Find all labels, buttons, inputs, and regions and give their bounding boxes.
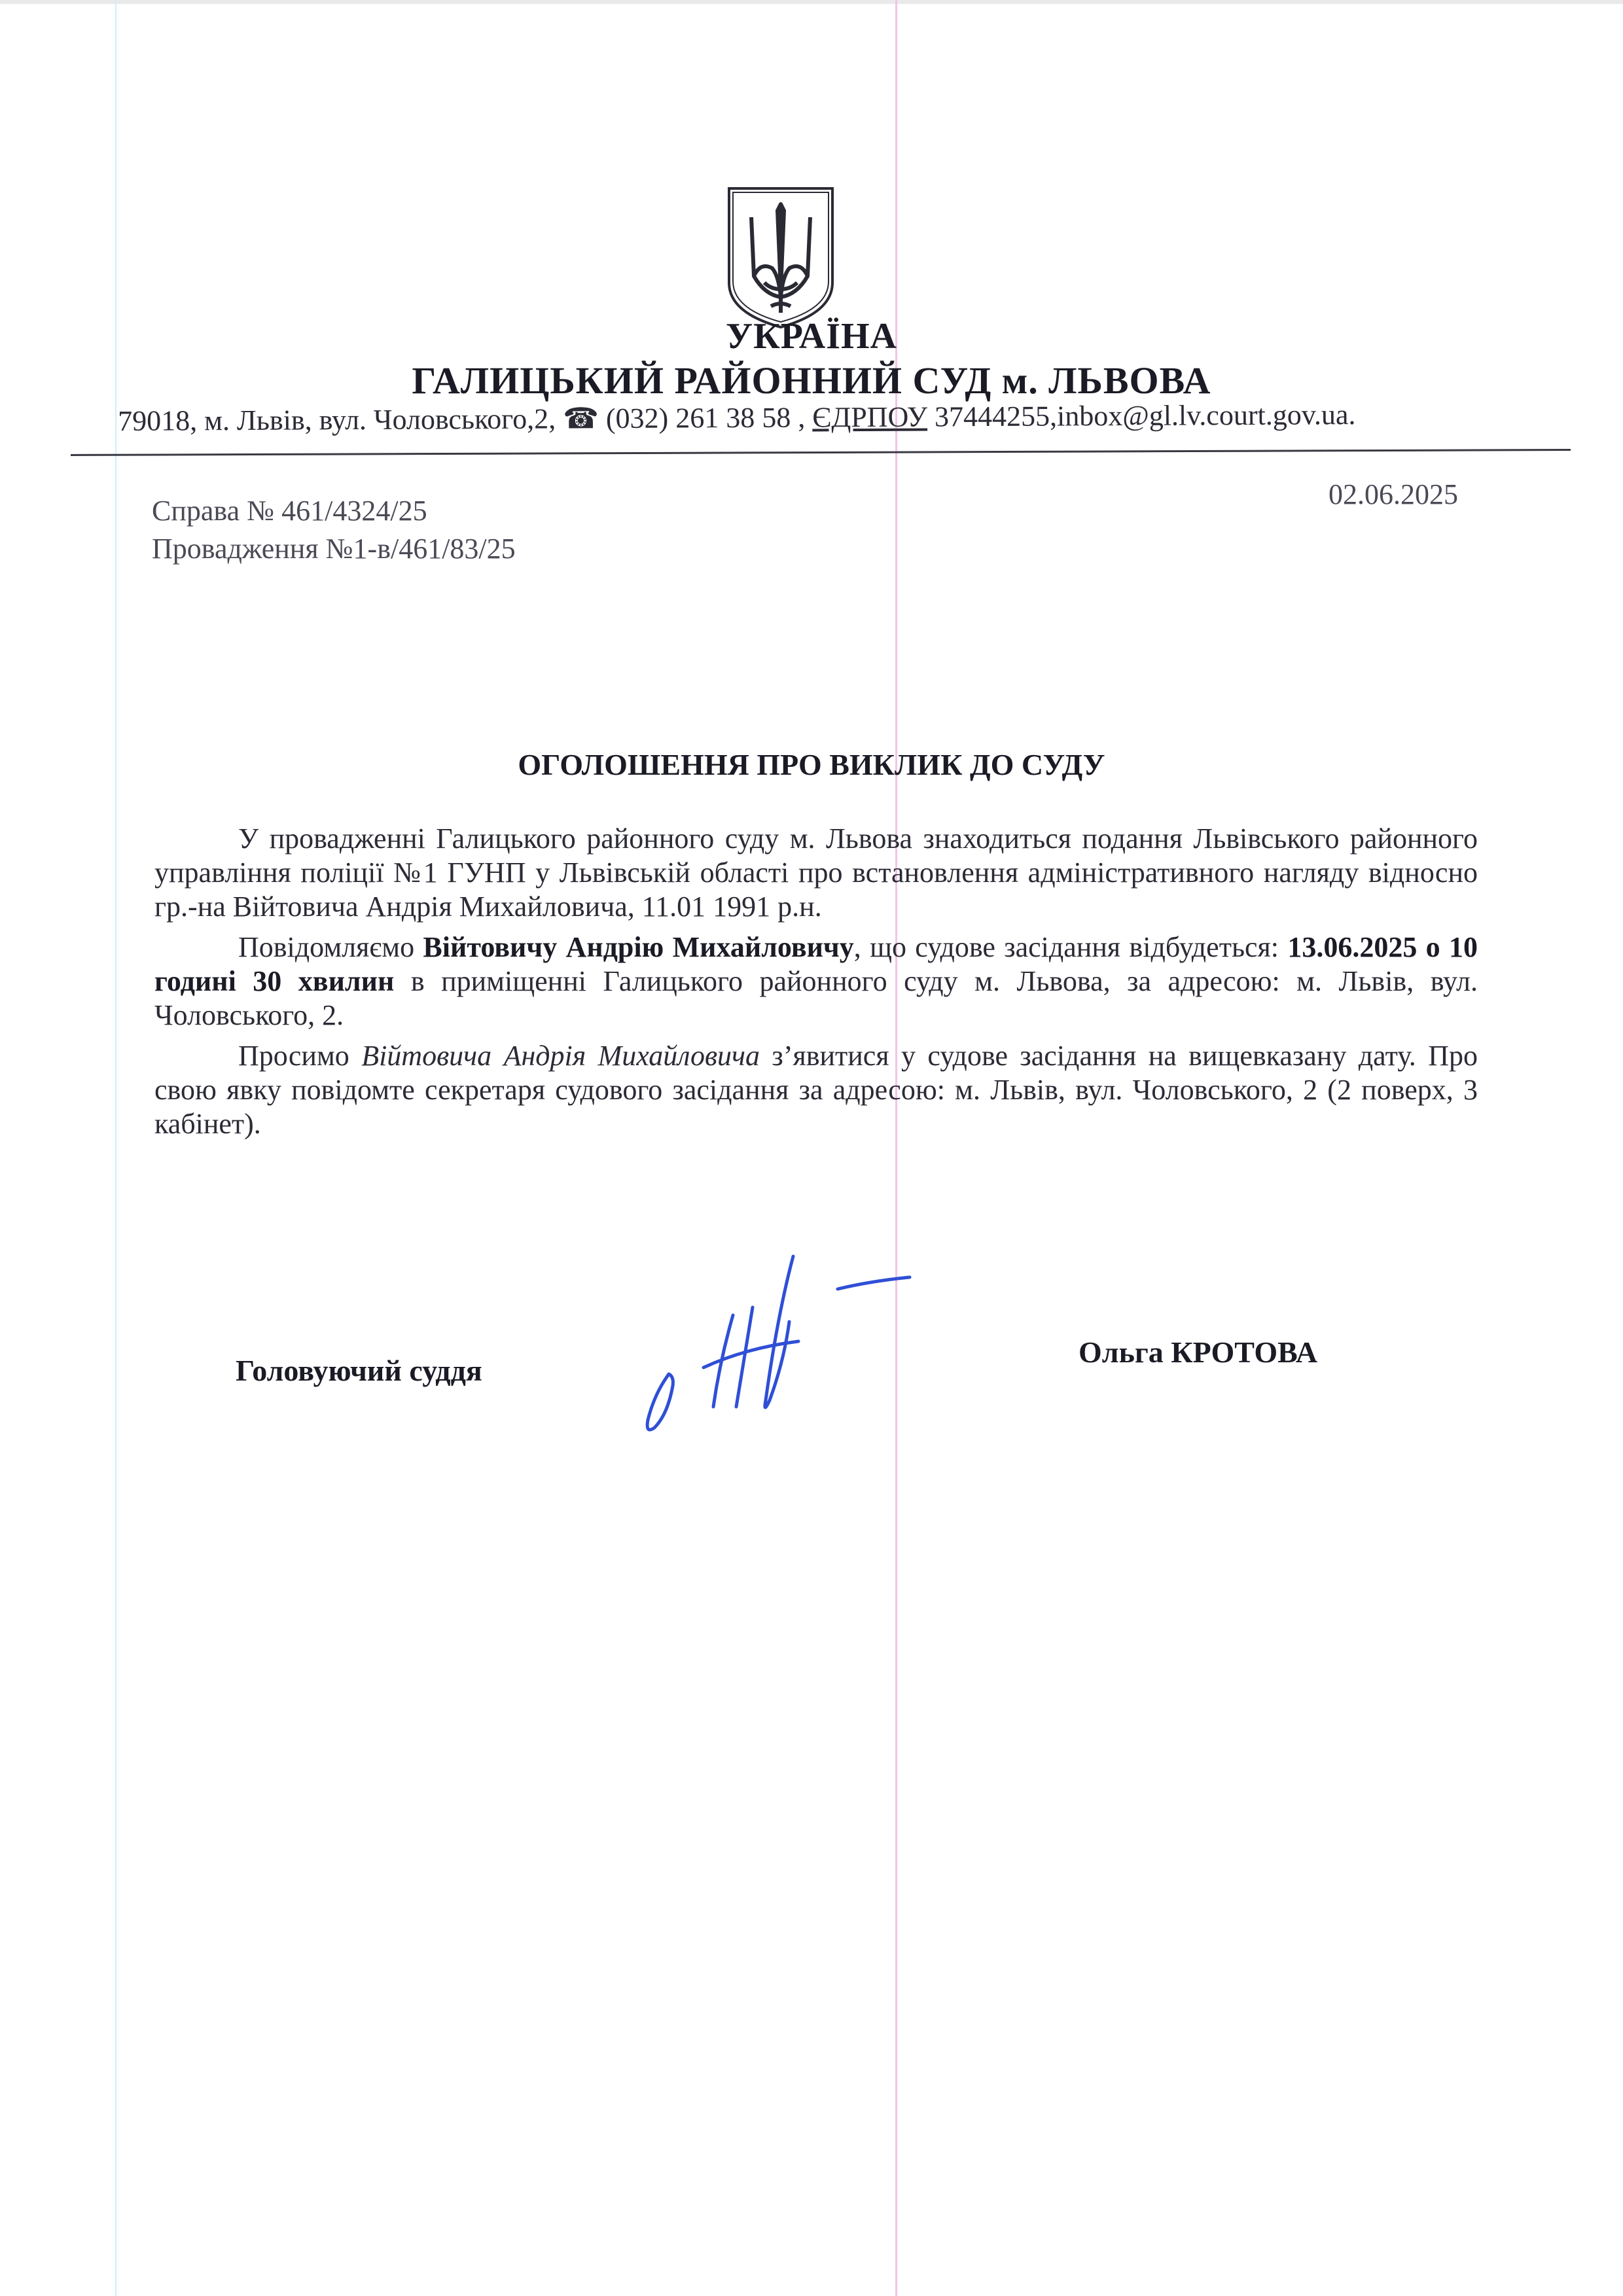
- paragraph-2-text: , що судове засідання відбудеться:: [853, 931, 1288, 963]
- document-body: [154, 822, 1478, 1148]
- paragraph-3: [154, 1039, 1478, 1141]
- court-name-heading: ГАЛИЦЬКИЙ РАЙОННИЙ СУД м. ЛЬВОВА: [412, 359, 1211, 402]
- edrpou-and-email: 37444255,inbox@gl.lv.court.gov.ua.: [934, 398, 1356, 433]
- paragraph-2: [154, 930, 1478, 1033]
- paragraph-2-text: Повідомляємо: [238, 931, 423, 963]
- case-references: [152, 492, 516, 568]
- phone-icon: ☎: [563, 402, 599, 435]
- paragraph-3-text: Просимо: [238, 1040, 362, 1072]
- judge-name: Ольга КРОТОВА: [1079, 1335, 1318, 1369]
- summoned-person-name-italic: Війтовича Андрія Михайловича: [361, 1040, 760, 1072]
- case-number: Справа № 461/4324/25: [152, 495, 427, 527]
- edrpou-label: ЄДРПОУ: [812, 400, 928, 434]
- coat-of-arms-icon: [725, 185, 836, 331]
- summoned-person-name: Війтовичу Андрію Михайловичу: [423, 931, 854, 963]
- hearing-datetime: 13.06.2025 о 10 годині 30 хвилин: [154, 931, 1478, 997]
- paragraph-2-text: в приміщенні Галицького районного суду м. Львова, за адресою: м. Львів, вул. Чоловського, 2.: [154, 965, 1478, 1031]
- country-heading: УКРАЇНА: [726, 316, 897, 357]
- document-date: 02.06.2025: [1329, 478, 1458, 510]
- court-address-line: [118, 397, 1544, 438]
- handwritten-signature: [622, 1243, 949, 1453]
- paragraph-3-text: з’явитися у судове засідання на вищевказану дату. Про свою явку повідомте секретаря судового засідання за адресою: м. Львів, вул. Чоловського, 2 (2 поверх, 3 кабінет).: [154, 1040, 1478, 1140]
- header-divider: [71, 449, 1571, 456]
- judge-position: Головуючий суддя: [236, 1354, 482, 1387]
- court-phone: (032) 261 38 58 ,: [605, 401, 806, 435]
- scan-top-edge: [0, 0, 1623, 4]
- proceeding-number: Провадження №1-в/461/83/25: [152, 533, 516, 565]
- document-title: ОГОЛОШЕННЯ ПРО ВИКЛИК ДО СУДУ: [518, 748, 1105, 781]
- paragraph-1: У провадженні Галицького районного суду м. Львова знаходиться подання Львівського районного управління поліції №1 ГУНП у Львівській області про встановлення адміністративного нагляду відносно гр.-на Війтовича Андрія Михайловича, 11.01 1991 р.н.: [154, 822, 1478, 923]
- court-address: 79018, м. Львів, вул. Чоловського,2,: [118, 402, 556, 437]
